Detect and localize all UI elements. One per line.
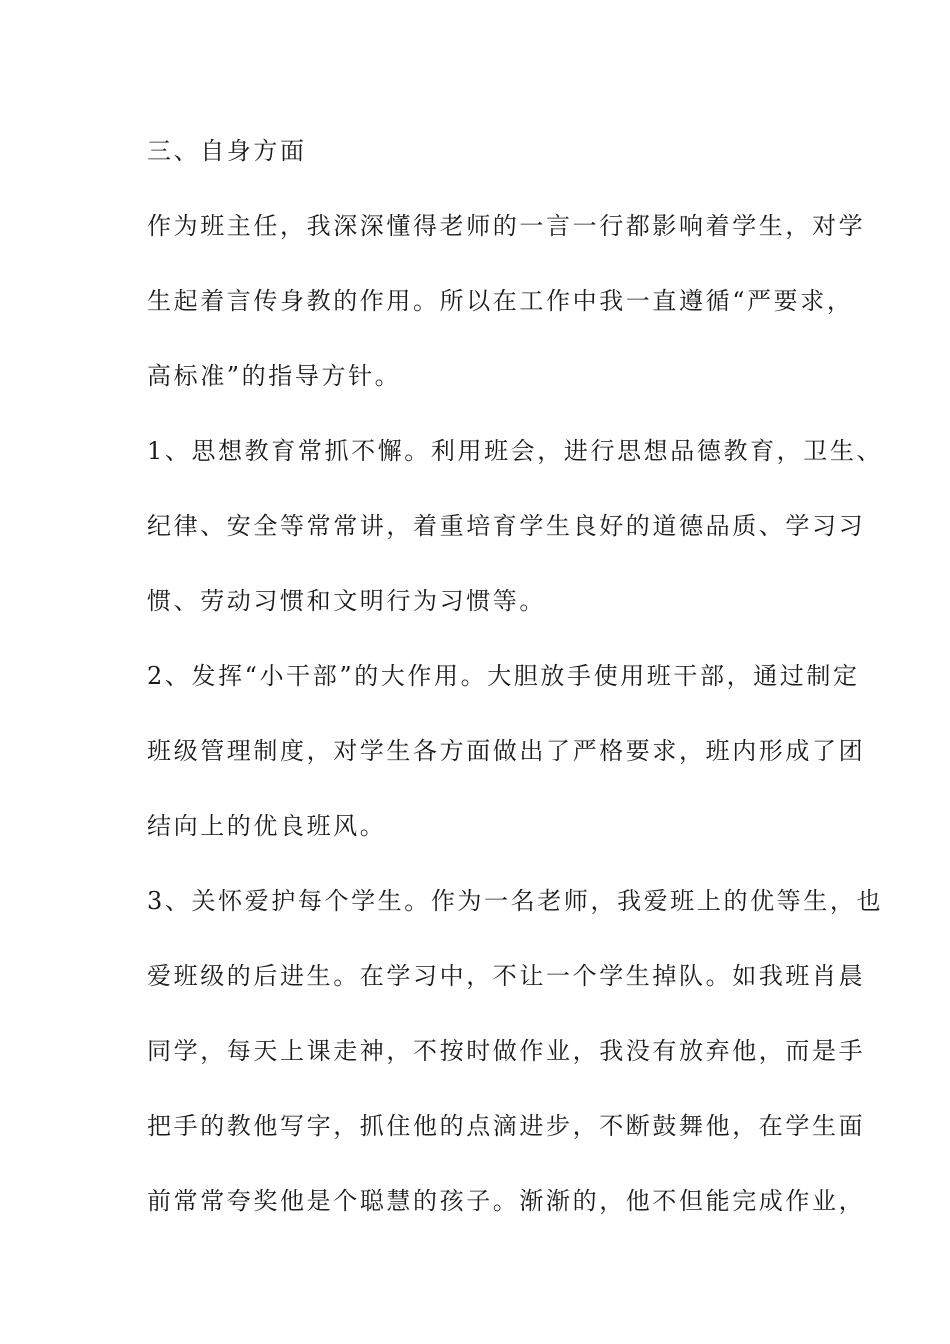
text-line: 2、发挥“小干部”的大作用。大胆放手使用班干部，通过制定 xyxy=(147,662,860,690)
text-line: 3、关怀爱护每个学生。作为一名老师，我爱班上的优等生，也 xyxy=(147,887,884,915)
text-line: 高标准”的指导方针。 xyxy=(147,362,402,390)
text-line: 班级管理制度，对学生各方面做出了严格要求，班内形成了团 xyxy=(147,737,866,765)
text-line: 结向上的优良班风。 xyxy=(147,812,387,840)
text-line: 生起着言传身教的作用。所以在工作中我一直遵循“严要求， xyxy=(147,287,854,315)
text-line: 纪律、安全等常常讲，着重培育学生良好的道德品质、学习习 xyxy=(147,512,866,540)
section-heading: 三、自身方面 xyxy=(147,137,307,165)
text-line: 爱班级的后进生。在学习中，不让一个学生掉队。如我班肖晨 xyxy=(147,962,866,990)
text-line: 1、思想教育常抓不懈。利用班会，进行思想品德教育，卫生、 xyxy=(147,437,884,465)
text-line: 同学，每天上课走神，不按时做作业，我没有放弃他，而是手 xyxy=(147,1037,866,1065)
text-line: 惯、劳动习惯和文明行为习惯等。 xyxy=(147,587,546,615)
text-line: 前常常夸奖他是个聪慧的孩子。渐渐的，他不但能完成作业， xyxy=(147,1187,866,1215)
text-line: 把手的教他写字，抓住他的点滴进步，不断鼓舞他，在学生面 xyxy=(147,1112,866,1140)
text-line: 作为班主任，我深深懂得老师的一言一行都影响着学生，对学 xyxy=(147,212,866,240)
